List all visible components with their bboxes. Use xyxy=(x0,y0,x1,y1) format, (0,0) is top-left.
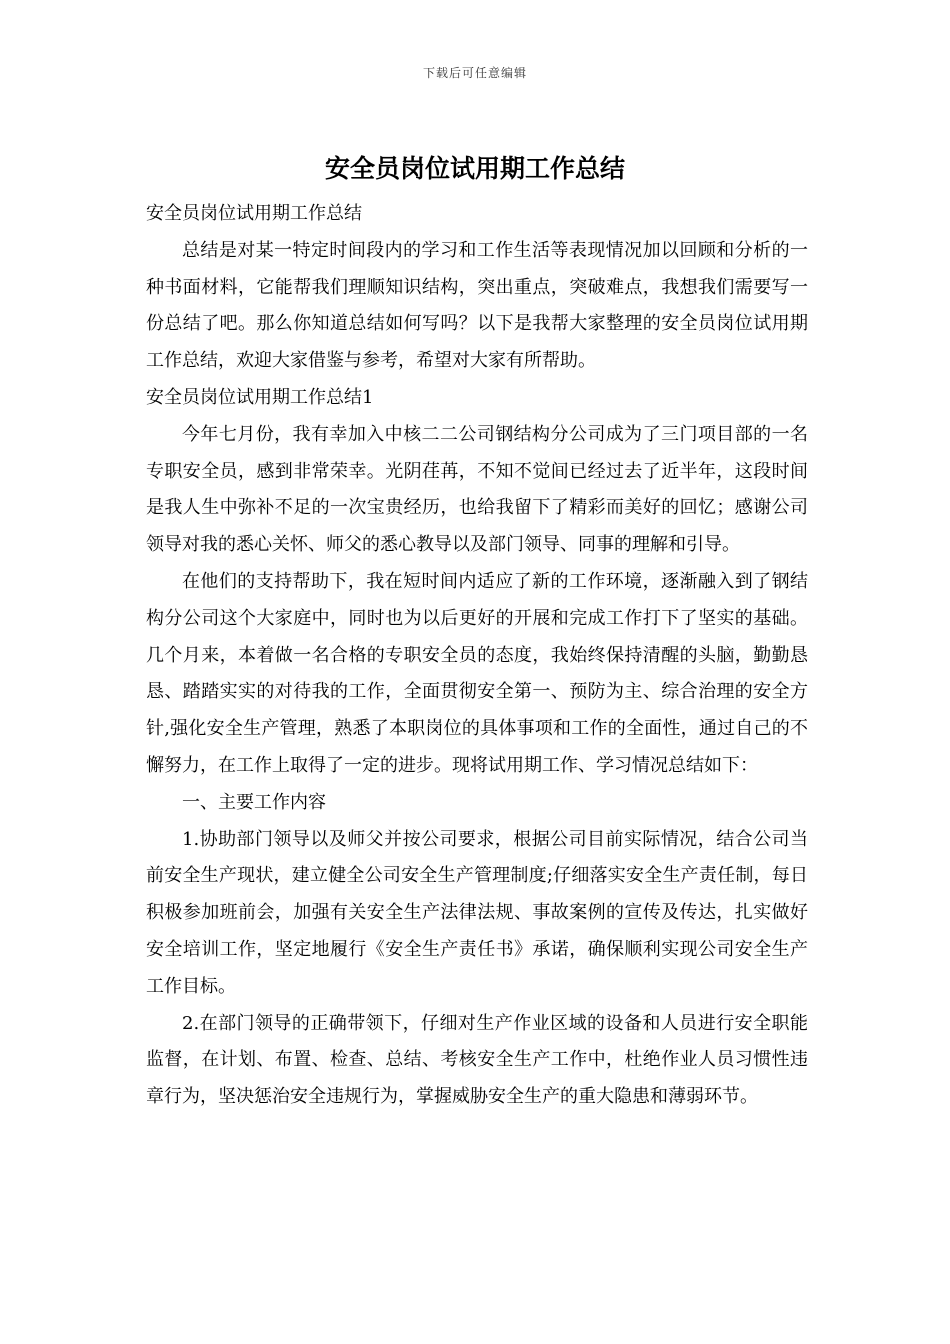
body-paragraph: 2.在部门领导的正确带领下，仔细对生产作业区域的设备和人员进行安全职能监督，在计划、布置、检查、总结、考核安全生产工作中，杜绝作业人员习惯性违章行为，坚决惩治安全违规行为，掌握威胁安全生产的重大隐患和薄弱环节。 xyxy=(146,1012,808,1108)
body-paragraph: 一、主要工作内容 xyxy=(182,791,326,813)
document-title: 安全员岗位试用期工作总结 xyxy=(324,154,625,183)
section-heading: 安全员岗位试用期工作总结1 xyxy=(146,386,374,408)
header-note: 下载后可任意编辑 xyxy=(422,66,527,80)
body-paragraph: 总结是对某一特定时间段内的学习和工作生活等表现情况加以回顾和分析的一种书面材料，它能帮我们理顺知识结构，突出重点，突破难点，我想我们需要写一份总结了吧。那么你知道总结如何写吗？以下是我帮大家整理的安全员岗位试用期工作总结，欢迎大家借鉴与参考，希望对大家有所帮助。 xyxy=(146,239,808,372)
body-paragraph: 在他们的支持帮助下，我在短时间内适应了新的工作环境，逐渐融入到了钢结构分公司这个大家庭中，同时也为以后更好的开展和完成工作打下了坚实的基础。几个月来，本着做一名合格的专职安全员的态度，我始终保持清醒的头脑，勤勤恳恳、踏踏实实的对待我的工作，全面贯彻安全第一、预防为主、综合治理的安全方针,强化安全生产管理，熟悉了本职岗位的具体事项和工作的全面性，通过自己的不懈努力，在工作上取得了一定的进步。现将试用期工作、学习情况总结如下： xyxy=(146,570,808,776)
document-body xyxy=(146,196,808,1116)
section-heading: 安全员岗位试用期工作总结 xyxy=(146,203,362,224)
body-paragraph: 1.协助部门领导以及师父并按公司要求，根据公司目前实际情况，结合公司当前安全生产现状，建立健全公司安全生产管理制度;仔细落实安全生产责任制，每日积极参加班前会，加强有关安全生产法律法规、事故案例的宣传及传达，扎实做好安全培训工作，坚定地履行《安全生产责任书》承诺，确保顺利实现公司安全生产工作目标。 xyxy=(146,828,808,997)
body-paragraph: 今年七月份，我有幸加入中核二二公司钢结构分公司成为了三门项目部的一名专职安全员，感到非常荣幸。光阴荏苒，不知不觉间已经过去了近半年，这段时间是我人生中弥补不足的一次宝贵经历，也给我留下了精彩而美好的回忆；感谢公司领导对我的悉心关怀、师父的悉心教导以及部门领导、同事的理解和引导。 xyxy=(146,423,808,556)
